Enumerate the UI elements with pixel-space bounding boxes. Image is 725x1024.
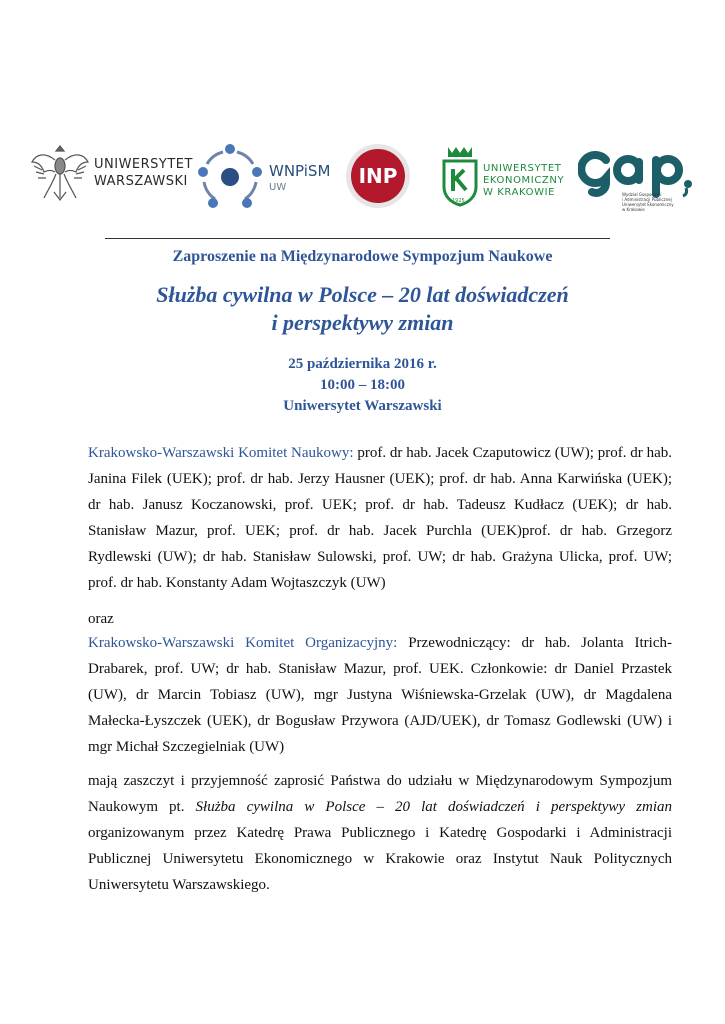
uek-logo xyxy=(440,145,575,207)
uw-logo xyxy=(30,142,193,204)
uek-logo-line2: EKONOMICZNY xyxy=(483,175,565,186)
gap-logo-sub2: i Administracji Publicznej xyxy=(622,197,672,202)
oraz-text: oraz xyxy=(88,611,114,627)
uek-logo-line3: W KRAKOWIE xyxy=(483,187,556,198)
gap-logo-sub4: w Krakowie xyxy=(622,207,645,212)
scientific-committee-paragraph xyxy=(88,440,672,596)
header-divider xyxy=(105,238,610,239)
uek-logo-line1: UNIWERSYTET xyxy=(483,163,562,174)
organizing-committee-label: Krakowsko-Warszawski Komitet Organizacyjny: xyxy=(88,635,398,651)
event-details xyxy=(0,354,725,417)
invitation-heading: Zaproszenie na Międzynarodowe Sympozjum Naukowe xyxy=(172,248,553,265)
symposium-title-line2: i perspektywy zmian xyxy=(271,310,454,335)
organizing-committee-paragraph xyxy=(88,630,672,760)
uw-logo-line2: WARSZAWSKI xyxy=(94,174,188,189)
uek-logo-year: 1925 xyxy=(452,198,465,204)
event-date: 25 października 2016 r. xyxy=(288,356,437,372)
eagle-emblem-icon xyxy=(30,142,90,204)
scientific-committee-label: Krakowsko-Warszawski Komitet Naukowy: xyxy=(88,445,354,461)
gap-wordmark-icon xyxy=(578,148,698,198)
closing-symposium-title: Służba cywilna w Polsce – 20 lat doświadczeń i perspektywy zmian xyxy=(195,799,672,815)
event-time: 10:00 – 18:00 xyxy=(320,377,405,393)
gap-logo-sub1: Wydział Gospodarki xyxy=(622,192,662,197)
inp-logo xyxy=(345,143,411,209)
gap-logo xyxy=(578,148,698,218)
gap-logo-sub3: Uniwersytet Ekonomiczny xyxy=(622,202,674,207)
logo-bar xyxy=(0,0,725,230)
closing-text-start: mają zaszczyt i przyjemność zaprosić Państwa do udziału w Międzynarodowym Sympozjum Naukowym pt. xyxy=(88,773,672,815)
circle-of-people-icon xyxy=(195,142,265,212)
wnpism-logo-name: WNPiSM xyxy=(269,162,331,180)
organizing-committee-members: Przewodniczący: dr hab. Jolanta Itrich-Drabarek, prof. UW; dr hab. Stanisław Mazur, prof. UEK. Członkowie: dr Daniel Przastek (UW), dr Marcin Tobiasz (UW), mgr Justyna Wiśniewska-Grzelak (UW), dr Magdalena Małecka-Łyszczek (UEK), dr Bogusław Przywora (AJD/UEK), dr Tomasz Godlewski (UW) i mgr Michał Szczegielniak (UW) xyxy=(88,635,672,755)
wnpism-logo xyxy=(195,142,335,212)
symposium-title-line1: Służba cywilna w Polsce – 20 lat doświadczeń xyxy=(156,282,569,307)
scientific-committee-members: prof. dr hab. Jacek Czaputowicz (UW); prof. dr hab. Janina Filek (UEK); prof. dr hab. Jerzy Hausner (UEK); prof. dr hab. Anna Karwińska (UEK); dr hab. Janusz Koczanowski, prof. UEK; prof. dr hab. Tadeusz Kudłacz (UEK); dr hab. Stanisław Mazur, prof. UEK; prof. dr hab. Jacek Purchla (UEK)prof. dr hab. Grzegorz Rydlewski (UW); dr hab. Stanisław Sulowski, prof. UW; dr hab. Grażyna Ulicka, prof. UW; prof. dr hab. Konstanty Adam Wojtaszczyk (UW) xyxy=(88,445,672,591)
event-venue: Uniwersytet Warszawski xyxy=(283,398,442,414)
uw-logo-line1: UNIWERSYTET xyxy=(94,157,193,172)
closing-text-end: organizowanym przez Katedrę Prawa Publicznego i Katedrę Gospodarki i Administracji Publicznej Uniwersytetu Ekonomicznego w Krakowie oraz Instytut Nauk Politycznych Uniwersytetu Warszawskiego. xyxy=(88,825,672,893)
inp-logo-name: INP xyxy=(358,164,398,188)
wnpism-logo-sub: UW xyxy=(269,182,287,193)
closing-paragraph xyxy=(88,768,672,898)
